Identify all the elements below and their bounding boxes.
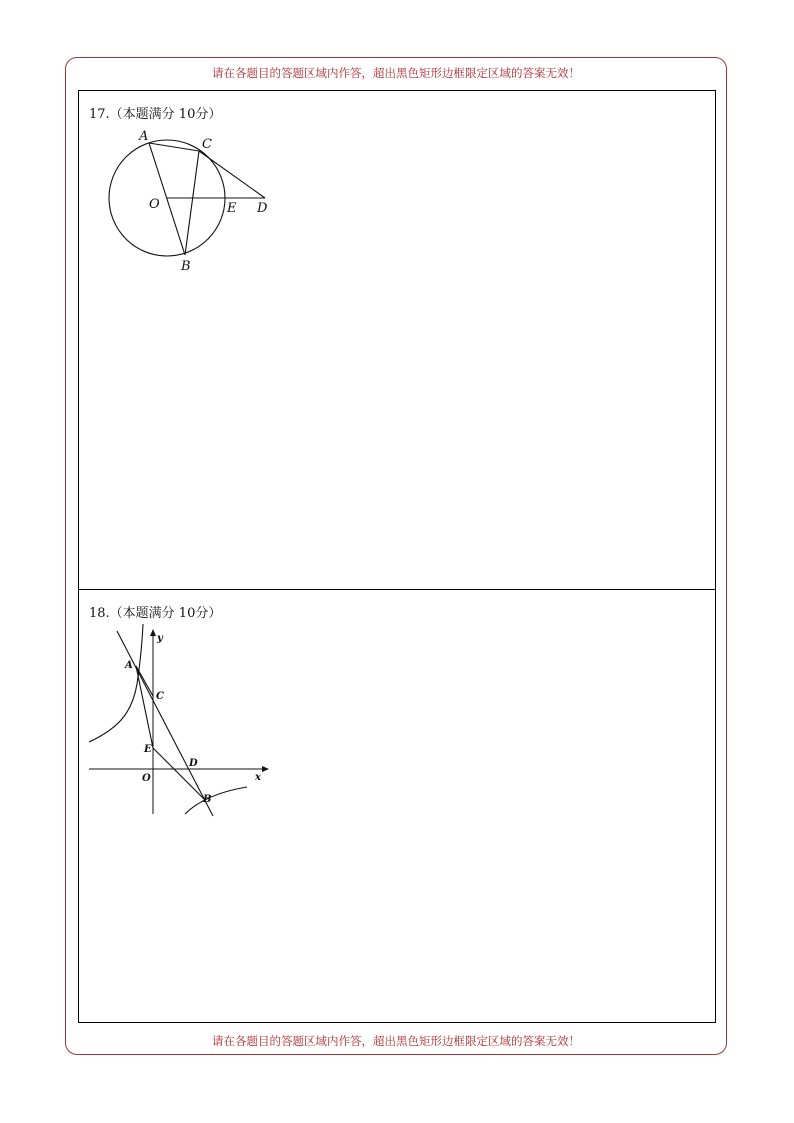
label-o: O — [142, 773, 151, 784]
circle-tangent-figure — [103, 127, 283, 277]
label-c: C — [202, 137, 212, 152]
line-ab — [117, 631, 213, 816]
x-axis-arrow — [262, 766, 269, 772]
label-e: E — [227, 201, 237, 216]
hyperbola-branch-lower-right — [185, 787, 247, 814]
label-b: B — [181, 259, 191, 274]
hyperbola-branch-upper-left — [89, 624, 143, 742]
label-e: E — [144, 744, 152, 755]
segment-cd — [199, 151, 265, 198]
question-title-18: 18.（本题满分 10分） — [89, 606, 222, 621]
label-b: B — [203, 794, 212, 805]
label-d: D — [189, 758, 198, 769]
label-o: O — [149, 197, 160, 212]
label-x: x — [255, 772, 261, 783]
question-title-17: 17.（本题满分 10分） — [89, 107, 222, 122]
answer-box-17[interactable] — [78, 90, 716, 590]
answer-area-notice-top: 请在各题目的答题区域内作答，超出黑色矩形边框限定区域的答案无效！ — [212, 66, 580, 80]
segment-ae — [136, 666, 153, 748]
label-d: D — [257, 201, 268, 216]
answer-area-notice-bottom: 请在各题目的答题区域内作答，超出黑色矩形边框限定区域的答案无效！ — [212, 1034, 580, 1048]
segment-cb — [185, 151, 199, 255]
label-a: A — [139, 129, 149, 144]
label-a: A — [125, 660, 133, 671]
segment-ac — [149, 143, 199, 151]
answer-box-18[interactable] — [78, 589, 716, 1023]
label-y: y — [157, 633, 163, 644]
segment-eb — [153, 748, 205, 800]
label-c: C — [156, 691, 164, 702]
y-axis-arrow — [150, 629, 156, 636]
hyperbola-figure — [87, 624, 277, 824]
